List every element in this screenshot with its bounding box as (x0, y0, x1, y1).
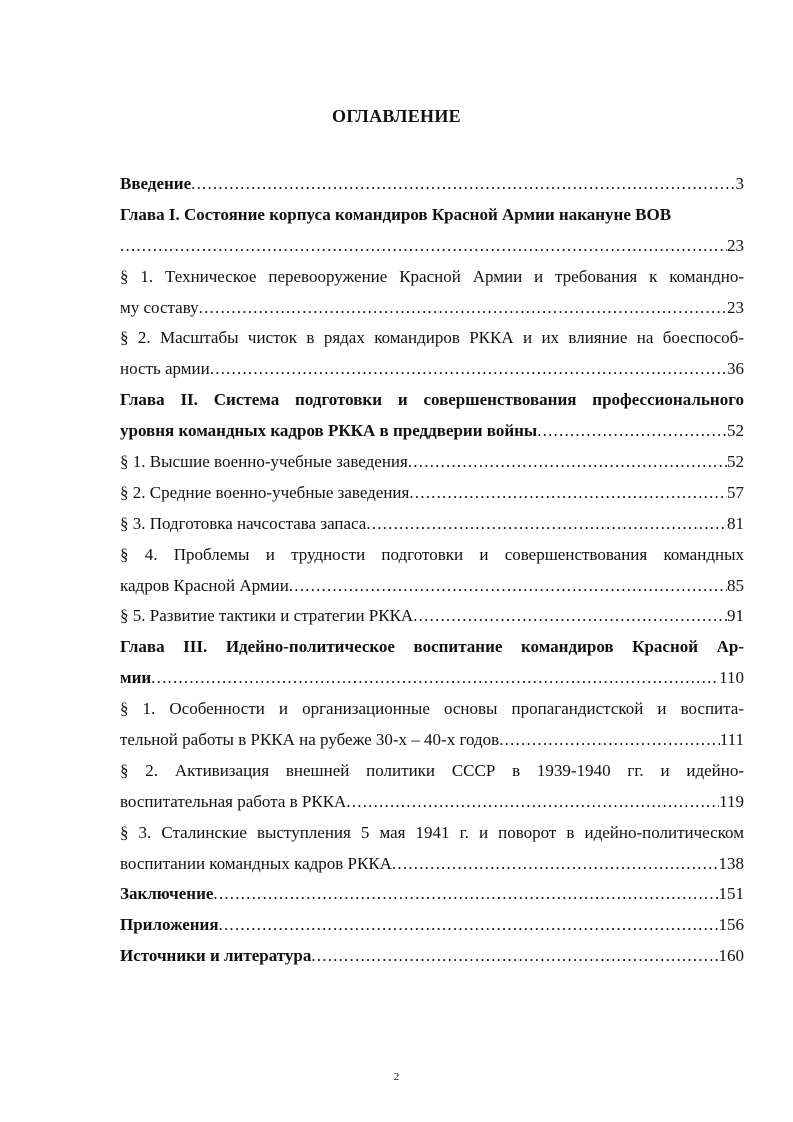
toc-section-2-4-line1[interactable]: § 4. Проблемы и трудности подготовки и совершенствования командных (120, 544, 744, 564)
toc-entry-title: Заключение (120, 884, 214, 904)
page-title: ОГЛАВЛЕНИЕ (332, 106, 461, 126)
dot-leader (120, 231, 727, 262)
dot-leader (289, 571, 727, 602)
dot-leader (311, 941, 718, 972)
dot-leader (219, 910, 719, 941)
toc-section-3-3-line2[interactable] (120, 849, 744, 880)
dot-leader (346, 787, 719, 818)
toc-page-number: 151 (718, 884, 744, 904)
toc-section-3-1-line2[interactable] (120, 725, 744, 756)
toc-entry-title: уровня командных кадров РККА в преддверии войны (120, 421, 538, 441)
toc-chapter-2-heading-line1[interactable]: Глава II. Система подготовки и совершенствования профессионального (120, 390, 744, 410)
toc-entry-conclusion[interactable] (120, 879, 744, 910)
toc-section-2-2[interactable] (120, 478, 744, 509)
toc-entry-title: § 2. Средние военно-учебные заведения (120, 482, 410, 502)
toc-entry-title: ность армии (120, 359, 210, 379)
dot-leader (151, 663, 719, 694)
dot-leader (191, 169, 735, 200)
toc-page-number: 111 (719, 730, 744, 750)
toc-page-number: 91 (727, 606, 744, 626)
toc-entry-introduction[interactable] (120, 169, 744, 200)
toc-entry-title: мии (120, 668, 152, 688)
toc-entry-sources[interactable] (120, 941, 744, 972)
dot-leader (366, 509, 727, 540)
toc-section-1-1-line2[interactable] (120, 293, 744, 324)
toc-entry-title: воспитательная работа в РККА (120, 791, 347, 811)
toc-section-3-2-line1[interactable]: § 2. Активизация внешней политики СССР в 1939-1940 гг. и идейно- (120, 760, 744, 780)
dot-leader (499, 725, 720, 756)
toc-chapter-2-heading-line2[interactable] (120, 416, 744, 447)
toc-page-number: 23 (727, 297, 744, 317)
toc-chapter-1-page-line (120, 231, 744, 262)
toc-section-1-2-line1[interactable]: § 2. Масштабы чисток в рядах командиров РККА и их влияние на боеспособ- (120, 328, 744, 348)
toc-entry-title: Введение (120, 174, 192, 193)
dot-leader (413, 601, 727, 632)
dot-leader (199, 293, 727, 324)
toc-chapter-3-heading-line2[interactable] (120, 663, 744, 694)
toc-entry-title: тельной работы в РККА на рубеже 30-х – 40-х годов (120, 730, 500, 750)
toc-page-number: 156 (718, 915, 744, 935)
toc-section-1-2-line2[interactable] (120, 354, 744, 385)
toc-entry-appendix[interactable] (120, 910, 744, 941)
toc-page-number: 119 (719, 791, 744, 811)
toc-section-2-3[interactable] (120, 509, 744, 540)
toc-entry-title: Приложения (120, 915, 219, 935)
toc-section-2-1[interactable] (120, 447, 744, 478)
dot-leader (392, 849, 719, 880)
toc-entry-title: § 1. Высшие военно-учебные заведения (120, 452, 408, 472)
toc-entry-title: кадров Красной Армии (120, 575, 289, 595)
toc-page-number: 57 (727, 482, 744, 502)
toc-page-number: 36 (727, 359, 744, 379)
toc-page-number: 110 (719, 668, 744, 688)
toc-entry-title: му составу (120, 297, 199, 317)
toc-section-3-1-line1[interactable]: § 1. Особенности и организационные основы пропагандистской и воспита- (120, 699, 744, 719)
toc-chapter-3-heading-line1[interactable]: Глава III. Идейно-политическое воспитание командиров Красной Ар- (120, 637, 744, 657)
toc-page-number: 52 (727, 452, 744, 472)
toc-section-1-1-line1[interactable]: § 1. Техническое перевооружение Красной Армии и требования к командно- (120, 266, 744, 286)
toc-page-number: 138 (718, 853, 744, 873)
toc-entry-title: § 3. Подготовка начсостава запаса (120, 513, 367, 533)
toc-chapter-1-heading[interactable]: Глава I. Состояние корпуса командиров Красной Армии накануне ВОВ (120, 204, 672, 224)
toc-entry-title: Источники и литература (120, 946, 312, 966)
dot-leader (408, 447, 727, 478)
dot-leader (537, 416, 727, 447)
toc-page-number: 3 (735, 174, 744, 193)
toc-section-3-3-line1[interactable]: § 3. Сталинские выступления 5 мая 1941 г. и поворот в идейно-политическом (120, 822, 744, 842)
toc-section-2-5[interactable] (120, 601, 744, 632)
toc-entry-title: § 5. Развитие тактики и стратегии РККА (120, 606, 414, 626)
toc-section-2-4-line2[interactable] (120, 571, 744, 602)
toc-page-number: 85 (727, 575, 744, 595)
toc-page-number: 52 (727, 421, 744, 441)
dot-leader (213, 879, 718, 910)
dot-leader (210, 354, 727, 385)
toc-page-number: 160 (718, 946, 744, 966)
toc-page-number: 81 (727, 513, 744, 533)
table-of-contents (120, 169, 744, 972)
dot-leader (409, 478, 727, 509)
toc-entry-title: воспитании командных кадров РККА (120, 853, 392, 873)
page-number: 2 (393, 1071, 400, 1083)
toc-page-number: 23 (727, 235, 744, 255)
toc-section-3-2-line2[interactable] (120, 787, 744, 818)
